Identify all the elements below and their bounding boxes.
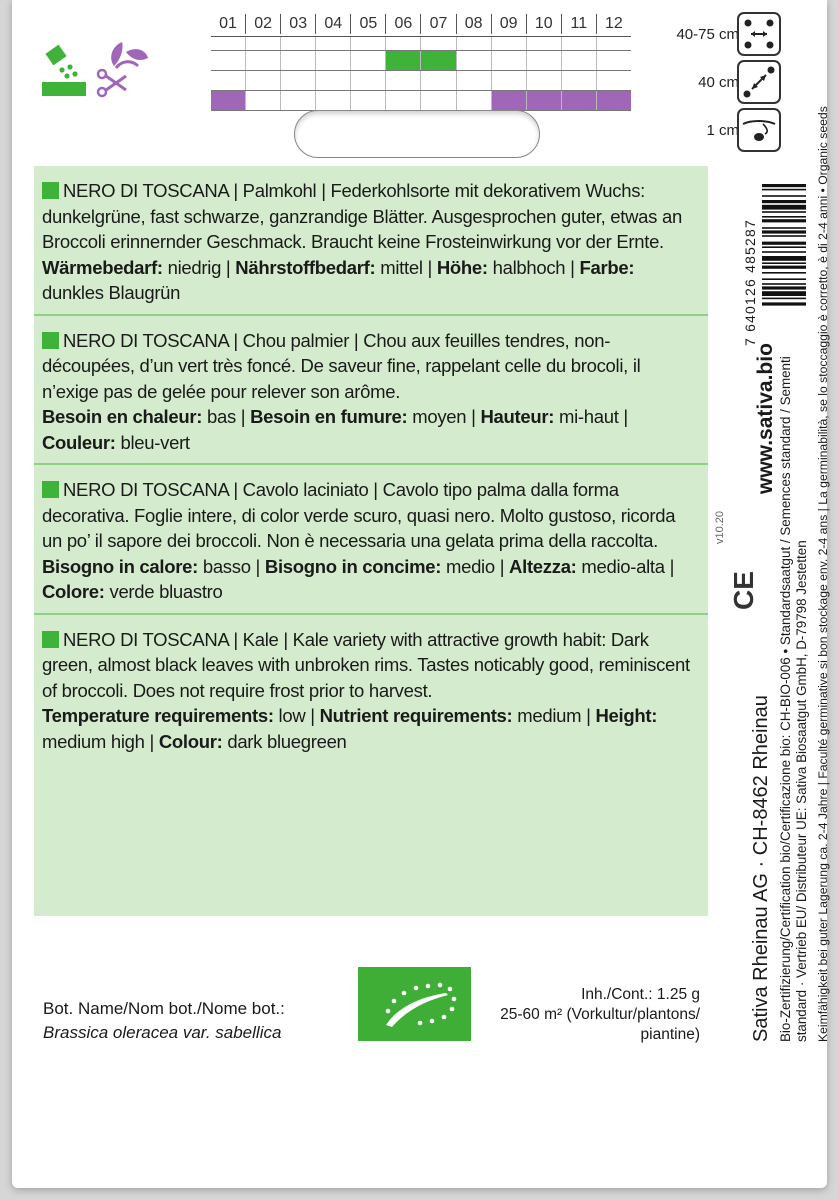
month-cell	[280, 91, 315, 110]
barcode-bar	[762, 216, 806, 218]
description-panel	[34, 166, 708, 916]
month-label: 06	[385, 14, 420, 34]
contents-area-cont: piantine)	[640, 1026, 700, 1043]
certification-line-2: standard · Vertrieb EU/ Distributeur UE: Sativa Biosaatgut GmbH, D-79798 Jestetten	[794, 540, 809, 1042]
month-cell	[315, 91, 350, 110]
green-month-cell	[420, 51, 455, 70]
plant-spacing-icon	[737, 60, 781, 104]
month-cell	[280, 51, 315, 70]
barcode-bar	[762, 286, 806, 289]
ce-mark: CE	[728, 571, 759, 610]
requirement-label: Colour:	[158, 730, 223, 752]
row-spacing-label: 40-75 cm	[676, 25, 739, 43]
month-cell	[385, 91, 420, 110]
requirement-label: Höhe:	[436, 256, 488, 278]
requirement-label: Altezza:	[509, 555, 577, 577]
month-label: 08	[456, 14, 491, 34]
requirement-label: Couleur:	[42, 431, 116, 453]
barcode-bar	[762, 242, 806, 245]
barcode-bar	[762, 195, 806, 197]
month-cell	[561, 51, 596, 70]
requirement-label: Bisogno in concime:	[264, 555, 442, 577]
barcode-bar	[762, 251, 806, 253]
barcode-bar	[762, 189, 806, 191]
month-cell	[456, 91, 491, 110]
barcode-bar	[762, 211, 806, 213]
description-text	[42, 477, 700, 554]
month-label: 02	[245, 14, 280, 34]
botanical-name: Brassica oleracea var. sabellica	[43, 1023, 282, 1042]
requirement-value: halbhoch |	[487, 256, 580, 278]
requirement-label: Besoin en fumure:	[250, 406, 408, 427]
barcode	[762, 182, 806, 344]
month-cell	[526, 51, 561, 70]
month-cell	[245, 91, 280, 110]
month-cell	[420, 91, 455, 110]
barcode-bar	[762, 200, 806, 203]
barcode-bar	[762, 219, 806, 222]
month-cell	[350, 51, 385, 70]
requirement-value: bleu-vert	[115, 431, 190, 453]
requirement-value: low |	[273, 705, 320, 726]
variety-title: NERO DI TOSCANA	[63, 180, 229, 201]
requirement-value: mittel |	[375, 256, 437, 278]
barcode-bar	[762, 184, 806, 187]
sowing-depth-label: 1 cm	[706, 121, 739, 139]
month-label: 04	[315, 14, 350, 34]
requirement-value: bas |	[202, 406, 251, 427]
requirement-value: niedrig |	[162, 256, 236, 278]
requirement-label: Hauteur:	[480, 406, 555, 427]
requirement-value: medio |	[441, 555, 510, 577]
calendar-row-blank	[211, 37, 631, 51]
description-text	[42, 328, 700, 405]
requirements-line	[42, 554, 700, 605]
requirement-label: Temperature requirements:	[42, 705, 274, 726]
barcode-bar	[762, 272, 806, 274]
harvest-scissors-icon	[92, 36, 152, 98]
requirement-value: verde bluastro	[104, 581, 223, 602]
requirement-label: Nutrient requirements:	[319, 705, 513, 726]
month-cell	[491, 51, 526, 70]
requirement-value: dark bluegreen	[222, 730, 347, 752]
requirement-label: Height:	[595, 705, 658, 726]
variety-description: | Kale | Kale variety with attractive growth habit: Dark green, almost black leaves with unbroken rims. Tastes noticably good, reminiscent of broccoli. Does not require frost prior to harvest.	[42, 628, 690, 701]
purple-month-cell	[211, 91, 245, 110]
barcode-bar	[762, 291, 806, 296]
requirement-value: medio-alta |	[576, 555, 675, 577]
green-month-cell	[385, 51, 420, 70]
barcode-number: 7 640126 485287	[742, 219, 758, 346]
green-square-bullet	[42, 631, 59, 648]
green-square-bullet	[42, 182, 59, 199]
purple-month-cell	[491, 91, 526, 110]
barcode-bar	[762, 283, 806, 285]
month-cell	[350, 91, 385, 110]
contents-weight: Inh./Cont.: 1.25 g	[581, 986, 700, 1003]
botanical-label: Bot. Name/Nom bot./Nome bot.:	[43, 999, 285, 1018]
month-label: 09	[491, 14, 526, 34]
requirement-value: medium high |	[42, 730, 159, 752]
description-text	[42, 178, 700, 255]
barcode-bar	[762, 230, 806, 233]
requirement-label: Bisogno in calore:	[42, 555, 198, 577]
calendar-months	[211, 14, 631, 34]
language-section	[34, 166, 708, 316]
requirement-label: Colore:	[42, 581, 105, 602]
row-spacing-icon	[737, 12, 781, 56]
barcode-bar	[762, 235, 806, 237]
variety-description: | Cavolo laciniato | Cavolo tipo palma dalla forma decorativa. Foglie intere, di color verde scuro, quasi nero. Molto gustoso, ricorda un po’ il sapore dei broccoli. Non è necessaria una gelata prima della raccolta.	[42, 479, 676, 551]
variety-title: NERO DI TOSCANA	[63, 628, 229, 650]
requirement-value: mi-haut |	[554, 406, 628, 427]
month-cell	[211, 51, 245, 70]
botanical-name-block	[43, 997, 285, 1045]
language-section	[34, 465, 708, 615]
calendar-row-blank	[211, 71, 631, 91]
eu-organic-logo	[358, 967, 471, 1041]
sowing-calendar	[211, 14, 631, 111]
hang-slot	[294, 110, 540, 158]
requirement-value: medium |	[512, 705, 596, 726]
month-cell	[315, 51, 350, 70]
requirement-value: basso |	[197, 555, 265, 577]
month-label: 10	[526, 14, 561, 34]
purple-month-cell	[596, 91, 631, 110]
month-label: 07	[420, 14, 455, 34]
variety-description: | Chou palmier | Chou aux feuilles tendres, non-découpées, d’un vert très foncé. De saveur fine, rappelant celle du brocoli, il n’exige pas de gelée pour relever son arôme.	[42, 329, 641, 402]
month-cell	[456, 51, 491, 70]
month-label: 11	[561, 14, 596, 34]
month-label: 05	[350, 14, 385, 34]
requirement-label: Wärmebedarf:	[42, 256, 163, 278]
barcode-bar	[762, 266, 806, 269]
barcode-bar	[762, 246, 806, 248]
purple-month-cell	[526, 91, 561, 110]
barcode-bar	[762, 227, 806, 229]
contents-block	[472, 985, 700, 1045]
variety-title: NERO DI TOSCANA	[63, 329, 229, 351]
sowing-depth-icon	[737, 108, 781, 152]
requirements-line	[42, 404, 700, 455]
barcode-bar	[762, 298, 806, 300]
contents-area: 25-60 m² (Vorkultur/plantons/	[500, 1006, 700, 1023]
barcode-bar	[762, 256, 806, 261]
barcode-bar	[762, 278, 806, 280]
requirements-line	[42, 703, 700, 754]
description-text	[42, 627, 700, 704]
calendar-row-harvest	[211, 91, 631, 111]
month-label: 12	[596, 14, 631, 34]
version: v10.20	[714, 510, 726, 544]
requirement-value: moyen |	[407, 406, 481, 427]
variety-title: NERO DI TOSCANA	[63, 479, 229, 500]
language-section	[34, 316, 708, 466]
green-square-bullet	[42, 481, 59, 498]
month-cell	[245, 51, 280, 70]
calendar-grid	[211, 36, 631, 111]
purple-month-cell	[561, 91, 596, 110]
requirement-label: Nährstoffbedarf:	[235, 256, 376, 278]
requirement-label: Besoin en chaleur:	[42, 406, 203, 427]
month-label: 01	[219, 15, 237, 32]
plant-spacing-label: 40 cm	[698, 73, 739, 91]
month-cell	[596, 51, 631, 70]
requirement-value: dunkles Blaugrün	[42, 282, 181, 303]
calendar-row-sowing	[211, 51, 631, 71]
language-section	[34, 615, 708, 763]
seed-packet-back	[12, 0, 830, 1188]
barcode-bar	[762, 262, 806, 264]
barcode-bar	[762, 302, 806, 305]
green-square-bullet	[42, 332, 59, 349]
variety-description: | Palmkohl | Federkohlsorte mit dekorativem Wuchs: dunkelgrüne, fast schwarze, ganzrandige Blätter. Ausgesprochen guter, etwas an Broccoli erinnernder Geschmack. Braucht keine Frosteinwirkung vor der Ernte.	[42, 180, 682, 252]
germination-note: Keimfähigkeit bei guter Lagerung ca. 2-4 Jahre | Faculté germinative si bon stockage env. 2-4 ans | La germinabilità, se lo stoccaggio è corretto, è di 2-4 anni • Organic seeds	[816, 106, 830, 1042]
requirements-line	[42, 255, 700, 306]
requirement-label: Farbe:	[579, 256, 635, 278]
company-address: Sativa Rheinau AG · CH-8462 Rheinau	[750, 695, 772, 1042]
website: www.sativa.bio	[754, 343, 777, 494]
month-label: 03	[280, 14, 315, 34]
certification-line-1: Bio-Zertifizierung/Certification bio/Certificazione bio: CH-BIO-006 • Standardsaatgut / Semences standard / Sementi	[778, 356, 793, 1042]
barcode-bar	[762, 205, 806, 210]
